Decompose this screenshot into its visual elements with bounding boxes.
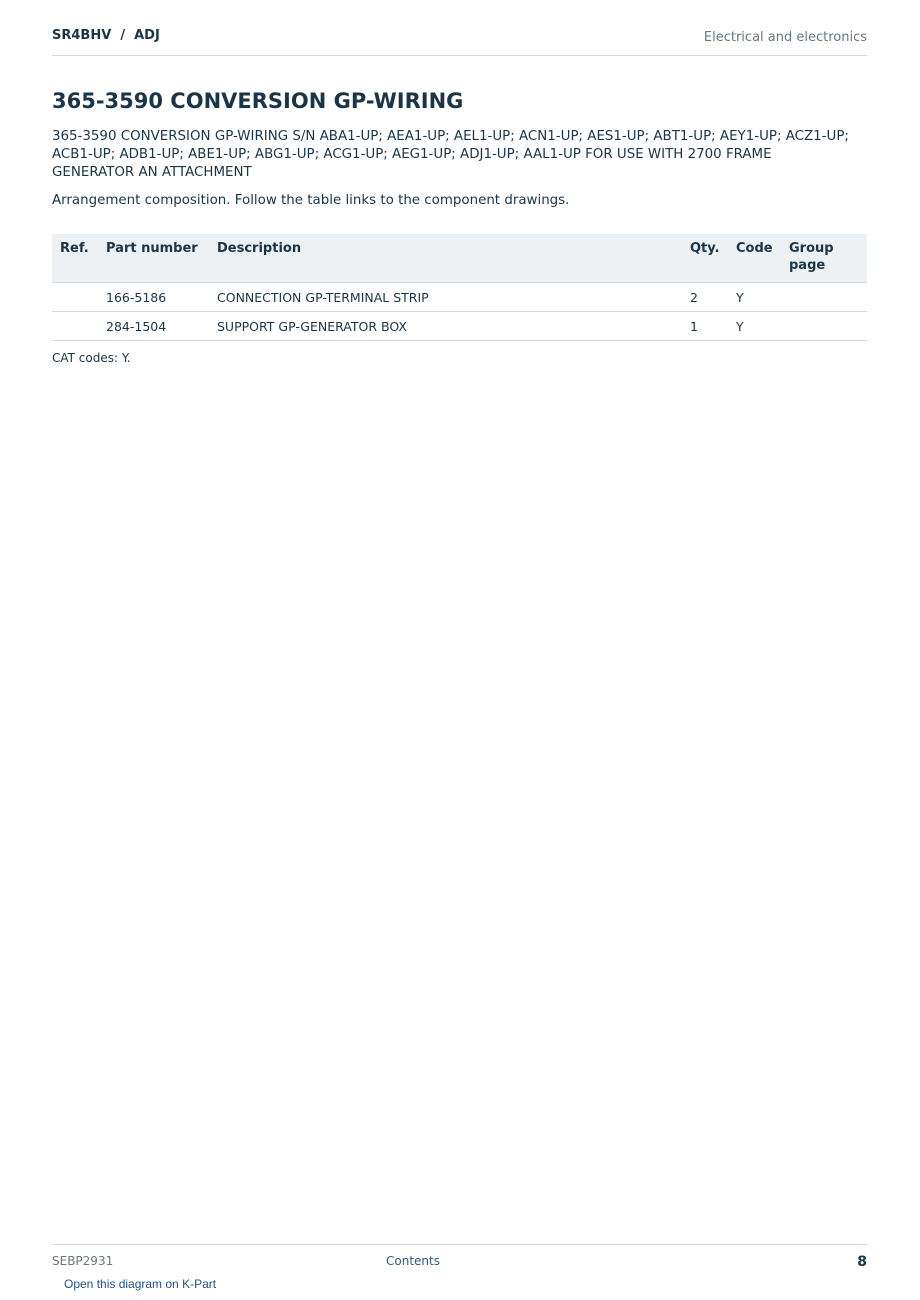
table-row (52, 283, 867, 312)
cell-group-page (781, 283, 867, 312)
cell-part-number[interactable]: 284-1504 (98, 312, 209, 341)
cell-qty: 1 (682, 312, 728, 341)
cell-code: Y (728, 283, 781, 312)
page-subtitle: 365-3590 CONVERSION GP-WIRING S/N ABA1-UP; AEA1-UP; AEL1-UP; ACN1-UP; AES1-UP; ABT1-UP; AEY1-UP; ACZ1-UP; ACB1-UP; ADB1-UP; ABE1-UP; ABG1-UP; ACG1-UP; AEG1-UP; ADJ1-UP; AAL1-UP FOR USE WITH 2700 FRAME GENERATOR AN ATTACHMENT (52, 129, 849, 180)
section-label: Electrical and electronics (703, 30, 867, 45)
cell-code: Y (728, 312, 781, 341)
header-code: Code (728, 234, 781, 283)
table-header-row (52, 234, 867, 283)
open-in-kpart-link[interactable]: Open this diagram on K-Part (64, 1277, 217, 1291)
header-ref: Ref. (52, 234, 98, 283)
page-header (52, 28, 867, 56)
table-row (52, 312, 867, 341)
document-number: SEBP2931 (52, 1254, 114, 1268)
cell-description: CONNECTION GP-TERMINAL STRIP (209, 283, 682, 312)
cell-ref (52, 283, 98, 312)
intro-text: Arrangement composition. Follow the table links to the component drawings. (52, 193, 570, 208)
header-qty: Qty. (682, 234, 728, 283)
page-footer (52, 1244, 867, 1275)
cell-group-page (781, 312, 867, 341)
cat-codes-note: CAT codes: Y. (52, 351, 131, 365)
page-number: 8 (857, 1254, 867, 1270)
contents-link[interactable]: Contents (386, 1254, 440, 1268)
breadcrumb: SR4BHV / ADJ (52, 28, 160, 43)
cell-part-number[interactable]: 166-5186 (98, 283, 209, 312)
header-part-number: Part number (98, 234, 209, 283)
page-title: 365-3590 CONVERSION GP-WIRING (52, 89, 464, 113)
cell-qty: 2 (682, 283, 728, 312)
header-description: Description (209, 234, 682, 283)
parts-table (52, 234, 867, 341)
cell-ref (52, 312, 98, 341)
header-group-page: Group page (781, 234, 867, 283)
cell-description: SUPPORT GP-GENERATOR BOX (209, 312, 682, 341)
